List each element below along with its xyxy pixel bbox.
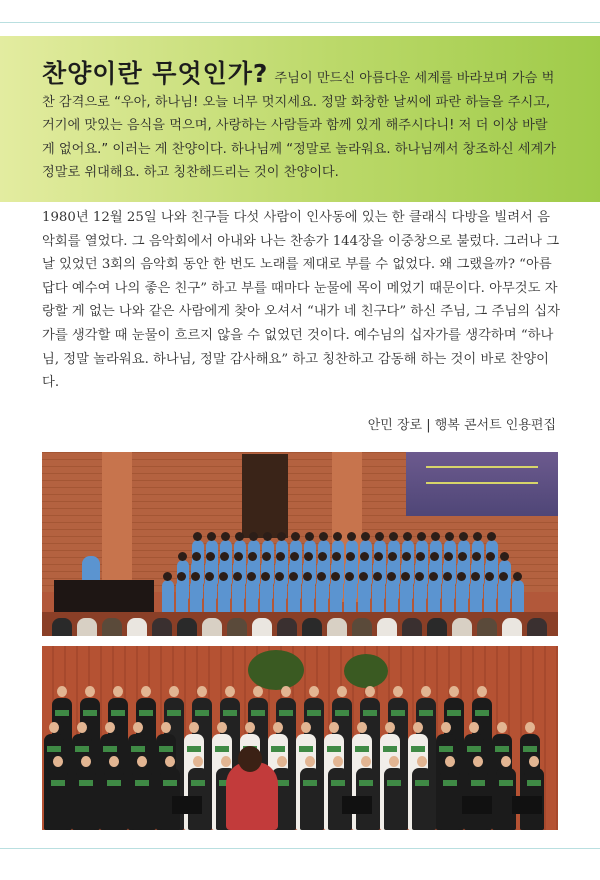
choir-member [412, 768, 432, 830]
music-folder [443, 780, 457, 786]
choir-member-head [500, 552, 509, 561]
choir-member-face [305, 756, 315, 767]
choir-member-head [262, 552, 271, 561]
choir-member-face [329, 722, 339, 733]
choir-member [300, 768, 320, 830]
choir-member [76, 768, 96, 830]
music-folder [475, 710, 489, 716]
audience-member [52, 618, 72, 636]
music-folder [163, 780, 177, 786]
choir-member [414, 580, 426, 614]
choir-member [344, 580, 356, 614]
music-folder [471, 780, 485, 786]
choir-member-head [346, 552, 355, 561]
choir-member-face [501, 756, 511, 767]
music-folder [327, 746, 341, 752]
choir-member-head [375, 532, 384, 541]
choir-member [48, 768, 68, 830]
music-folder [439, 746, 453, 752]
music-folder [411, 746, 425, 752]
music-folder [447, 710, 461, 716]
choir-member-head [443, 572, 452, 581]
choir-member-head [333, 532, 342, 541]
choir-member [358, 580, 370, 614]
story-paragraph: 1980년 12월 25일 나와 친구들 다섯 사람이 인사동에 있는 한 클래식 다방을 빌려서 음악회를 열었다. 그 음악회에서 아내와 나는 찬송가 144장을 이중창으로 불렀다. 그러나 그날 있었던 3회의 음악회 동안 한 번도 노래를 제대로 부를 수 없었다. 왜 그랬을까? “아름답다 예수여 나의 좋은 친구” 하고 부를 때마다 눈물에 목이 메었기 때문이다. 아무것도 자랑할 게 없는 나와 같은 사람에게 찾아 오셔서 “내가 네 친구다” 하신 주님, 그 주님의 십자가를 생각할 때 눈물이 흐르지 않을 수 없었던 것이다. 예수님의 십자가를 생각하며 “하나님, 정말 놀라워요. 하나님, 정말 감사해요” 하고 칭찬하고 감동해 하는 것이 바로 찬양이다. [42, 210, 560, 391]
conductor [226, 762, 278, 830]
music-folder [215, 746, 229, 752]
choir-member-head [221, 532, 230, 541]
music-folder [359, 780, 373, 786]
choir-member [384, 768, 404, 830]
choir-member-head [235, 532, 244, 541]
choir-member-head [304, 552, 313, 561]
music-folder [303, 780, 317, 786]
music-folder [135, 780, 149, 786]
music-folder [307, 710, 321, 716]
choir-member [498, 580, 510, 614]
choir-member-face [53, 756, 63, 767]
choir-member [288, 580, 300, 614]
choir-member-head [402, 552, 411, 561]
music-stand [462, 796, 492, 814]
choir-member [246, 580, 258, 614]
choir-member-face [189, 722, 199, 733]
audience-member [277, 618, 297, 636]
audience-member [77, 618, 97, 636]
choir-member-face [113, 686, 123, 697]
choir-member-head [403, 532, 412, 541]
intro-paragraph [42, 59, 562, 185]
music-folder [527, 780, 541, 786]
choir-member-face [417, 756, 427, 767]
audience-member [227, 618, 247, 636]
music-folder [335, 710, 349, 716]
music-folder [75, 746, 89, 752]
choir-member-head [220, 552, 229, 561]
music-folder [223, 710, 237, 716]
choir-member-face [529, 756, 539, 767]
music-folder [51, 780, 65, 786]
choir-member-head [192, 552, 201, 561]
choir-member-head [388, 552, 397, 561]
choir-member-head [317, 572, 326, 581]
choir-member-face [253, 686, 263, 697]
choir-member [260, 580, 272, 614]
choir-member-head [277, 532, 286, 541]
choir-member-face [365, 686, 375, 697]
choir-member-face [357, 722, 367, 733]
choir-member-head [247, 572, 256, 581]
music-folder [111, 710, 125, 716]
choir-member-face [421, 686, 431, 697]
choir-member-head [401, 572, 410, 581]
plant-decoration [344, 654, 388, 688]
choir-member-face [449, 686, 459, 697]
music-folder [467, 746, 481, 752]
choir-member-face [85, 686, 95, 697]
choir-member-head [177, 572, 186, 581]
audience-member [102, 618, 122, 636]
choir-member-head [345, 572, 354, 581]
music-folder [191, 780, 205, 786]
choir-member-head [331, 572, 340, 581]
choir-member-head [444, 552, 453, 561]
choir-member-head [249, 532, 258, 541]
choir-member-head [248, 552, 257, 561]
audience-member [177, 618, 197, 636]
choir-member-head [417, 532, 426, 541]
choir-member [440, 768, 460, 830]
choir-member-head [473, 532, 482, 541]
choir-member [316, 580, 328, 614]
choir-member-head [163, 572, 172, 581]
choir-member-head [359, 572, 368, 581]
choir-member [372, 580, 384, 614]
choir-member-head [431, 532, 440, 541]
choir-member-head [458, 552, 467, 561]
choir-member [330, 580, 342, 614]
choir-member-head [276, 552, 285, 561]
music-folder [55, 710, 69, 716]
music-folder [83, 710, 97, 716]
choir-member-face [497, 722, 507, 733]
choir-member-head [347, 532, 356, 541]
music-folder [271, 746, 285, 752]
choir-member-head [513, 572, 522, 581]
choir-member-face [225, 686, 235, 697]
top-divider [0, 22, 600, 23]
choir-member-face [281, 686, 291, 697]
music-stand [512, 796, 542, 814]
choir-member-face [77, 722, 87, 733]
choir-member [176, 580, 188, 614]
choir-member [428, 580, 440, 614]
choir-member-head [459, 532, 468, 541]
choir-member-head [205, 572, 214, 581]
plant-decoration [248, 650, 304, 690]
choir-member-head [415, 572, 424, 581]
music-folder [299, 746, 313, 752]
choir-member-head [499, 572, 508, 581]
choir-member-head [290, 552, 299, 561]
choir-member [218, 580, 230, 614]
choir-member-head [445, 532, 454, 541]
choir-member-head [429, 572, 438, 581]
choir-member-face [277, 756, 287, 767]
choir-member [302, 580, 314, 614]
audience-member [352, 618, 372, 636]
choir-member-head [319, 532, 328, 541]
choir-member [484, 580, 496, 614]
choir-member-head [233, 572, 242, 581]
choir-member [274, 580, 286, 614]
choir-member [470, 580, 482, 614]
choir-member-face [193, 756, 203, 767]
choir-member-head [332, 552, 341, 561]
music-folder [355, 746, 369, 752]
choir-member-face [137, 756, 147, 767]
piano [54, 580, 154, 614]
choir-member [386, 580, 398, 614]
audience-member [527, 618, 547, 636]
choir-member-face [337, 686, 347, 697]
choir-member-face [445, 756, 455, 767]
choir-member-head [191, 572, 200, 581]
choir-member-face [441, 722, 451, 733]
choir-member-face [165, 756, 175, 767]
music-folder [499, 780, 513, 786]
choir-member-head [207, 532, 216, 541]
choir-member-face [197, 686, 207, 697]
music-folder [391, 710, 405, 716]
choir-member [512, 580, 524, 614]
choir-member-face [473, 756, 483, 767]
audience-member [302, 618, 322, 636]
music-folder [251, 710, 265, 716]
choir-member-head [261, 572, 270, 581]
audience-member [252, 618, 272, 636]
music-folder [495, 746, 509, 752]
conductor-head [238, 746, 262, 772]
choir-member-head [486, 552, 495, 561]
choir-member-face [301, 722, 311, 733]
choir-member-head [234, 552, 243, 561]
choir-member-head [457, 572, 466, 581]
music-folder [195, 710, 209, 716]
choir-member-face [477, 686, 487, 697]
choir-member-head [318, 552, 327, 561]
choir-member-head [472, 552, 481, 561]
choir-member-face [217, 722, 227, 733]
intro-body: 주님이 만드신 아름다운 세계를 바라보며 가슴 벅찬 감격으로 “우아, 하나님! 오늘 너무 멋지세요. 정말 화창한 날씨에 파란 하늘을 주시고, 거기에 맛있는 음식을 먹으며, 사랑하는 사람들과 함께 있게 해주시다니! 저 더 이상 바랄 게 없어요.” 이러는 게 찬양이다. 하나님께 “정말로 놀라워요. 하나님께서 창조하신 세계가 정말로 위대해요. 하고 칭찬해드리는 것이 찬양이다. [42, 71, 557, 180]
music-folder [159, 746, 173, 752]
choir-member-head [193, 532, 202, 541]
choir-member-head [206, 552, 215, 561]
music-folder [387, 780, 401, 786]
music-folder [279, 710, 293, 716]
music-folder [131, 746, 145, 752]
music-folder [523, 746, 537, 752]
choir-member-head [416, 552, 425, 561]
choir-member-head [291, 532, 300, 541]
choir-member-head [289, 572, 298, 581]
choir-member-head [387, 572, 396, 581]
dark-window [242, 454, 288, 538]
choir-member-face [361, 756, 371, 767]
music-folder [47, 746, 61, 752]
music-folder [79, 780, 93, 786]
choir-performance-photo [42, 646, 558, 830]
choir-member-face [161, 722, 171, 733]
music-folder [107, 780, 121, 786]
choir-member-face [57, 686, 67, 697]
audience-member [152, 618, 172, 636]
choir-member-face [309, 686, 319, 697]
music-folder [103, 746, 117, 752]
audience-member [377, 618, 397, 636]
choir-member-face [389, 756, 399, 767]
choir-member-head [389, 532, 398, 541]
choir-member-face [81, 756, 91, 767]
choir-member-head [360, 552, 369, 561]
choir-member-head [275, 572, 284, 581]
choir-member [232, 580, 244, 614]
choir-member-head [485, 572, 494, 581]
choir-member [104, 768, 124, 830]
choir-member [204, 580, 216, 614]
music-folder [139, 710, 153, 716]
choir-member-face [109, 756, 119, 767]
audience-member [502, 618, 522, 636]
choir-member-face [141, 686, 151, 697]
choir-member-face [469, 722, 479, 733]
choir-member-face [105, 722, 115, 733]
bottom-divider [0, 848, 600, 849]
choir-member-face [169, 686, 179, 697]
audience-member [202, 618, 222, 636]
choir-member-face [49, 722, 59, 733]
audience-member [427, 618, 447, 636]
music-stand [172, 796, 202, 814]
choir-member-head [430, 552, 439, 561]
choir-member-face [393, 686, 403, 697]
choir-member-head [361, 532, 370, 541]
audience-member [127, 618, 147, 636]
page-title: 찬양이란 무엇인가? [42, 59, 269, 88]
choir-member-face [245, 722, 255, 733]
choir-member-face [273, 722, 283, 733]
audience-member [327, 618, 347, 636]
music-stand [342, 796, 372, 814]
choir-member-face [133, 722, 143, 733]
choir-member-face [413, 722, 423, 733]
audience-member [452, 618, 472, 636]
choir-member [400, 580, 412, 614]
choir-member-face [221, 756, 231, 767]
choir-member-face [525, 722, 535, 733]
author-credit: 안민 장로 | 행복 콘서트 인용편집 [367, 418, 556, 433]
choir-member-head [487, 532, 496, 541]
music-folder [383, 746, 397, 752]
choir-member [456, 580, 468, 614]
choir-member [190, 580, 202, 614]
choir-member-head [471, 572, 480, 581]
choir-member-head [263, 532, 272, 541]
audience-member [402, 618, 422, 636]
choir-member-head [178, 552, 187, 561]
music-folder [167, 710, 181, 716]
choir-concert-photo [42, 452, 558, 636]
choir-member-head [219, 572, 228, 581]
lyrics-screen [406, 452, 558, 516]
choir-member-face [385, 722, 395, 733]
music-folder [415, 780, 429, 786]
choir-member [442, 580, 454, 614]
choir-member-face [333, 756, 343, 767]
music-folder [419, 710, 433, 716]
audience-member [477, 618, 497, 636]
choir-member-head [374, 552, 383, 561]
choir-member-head [305, 532, 314, 541]
choir-member-head [303, 572, 312, 581]
choir-member [132, 768, 152, 830]
choir-member [162, 580, 174, 614]
music-folder [363, 710, 377, 716]
music-folder [187, 746, 201, 752]
music-folder [331, 780, 345, 786]
choir-member-head [373, 572, 382, 581]
